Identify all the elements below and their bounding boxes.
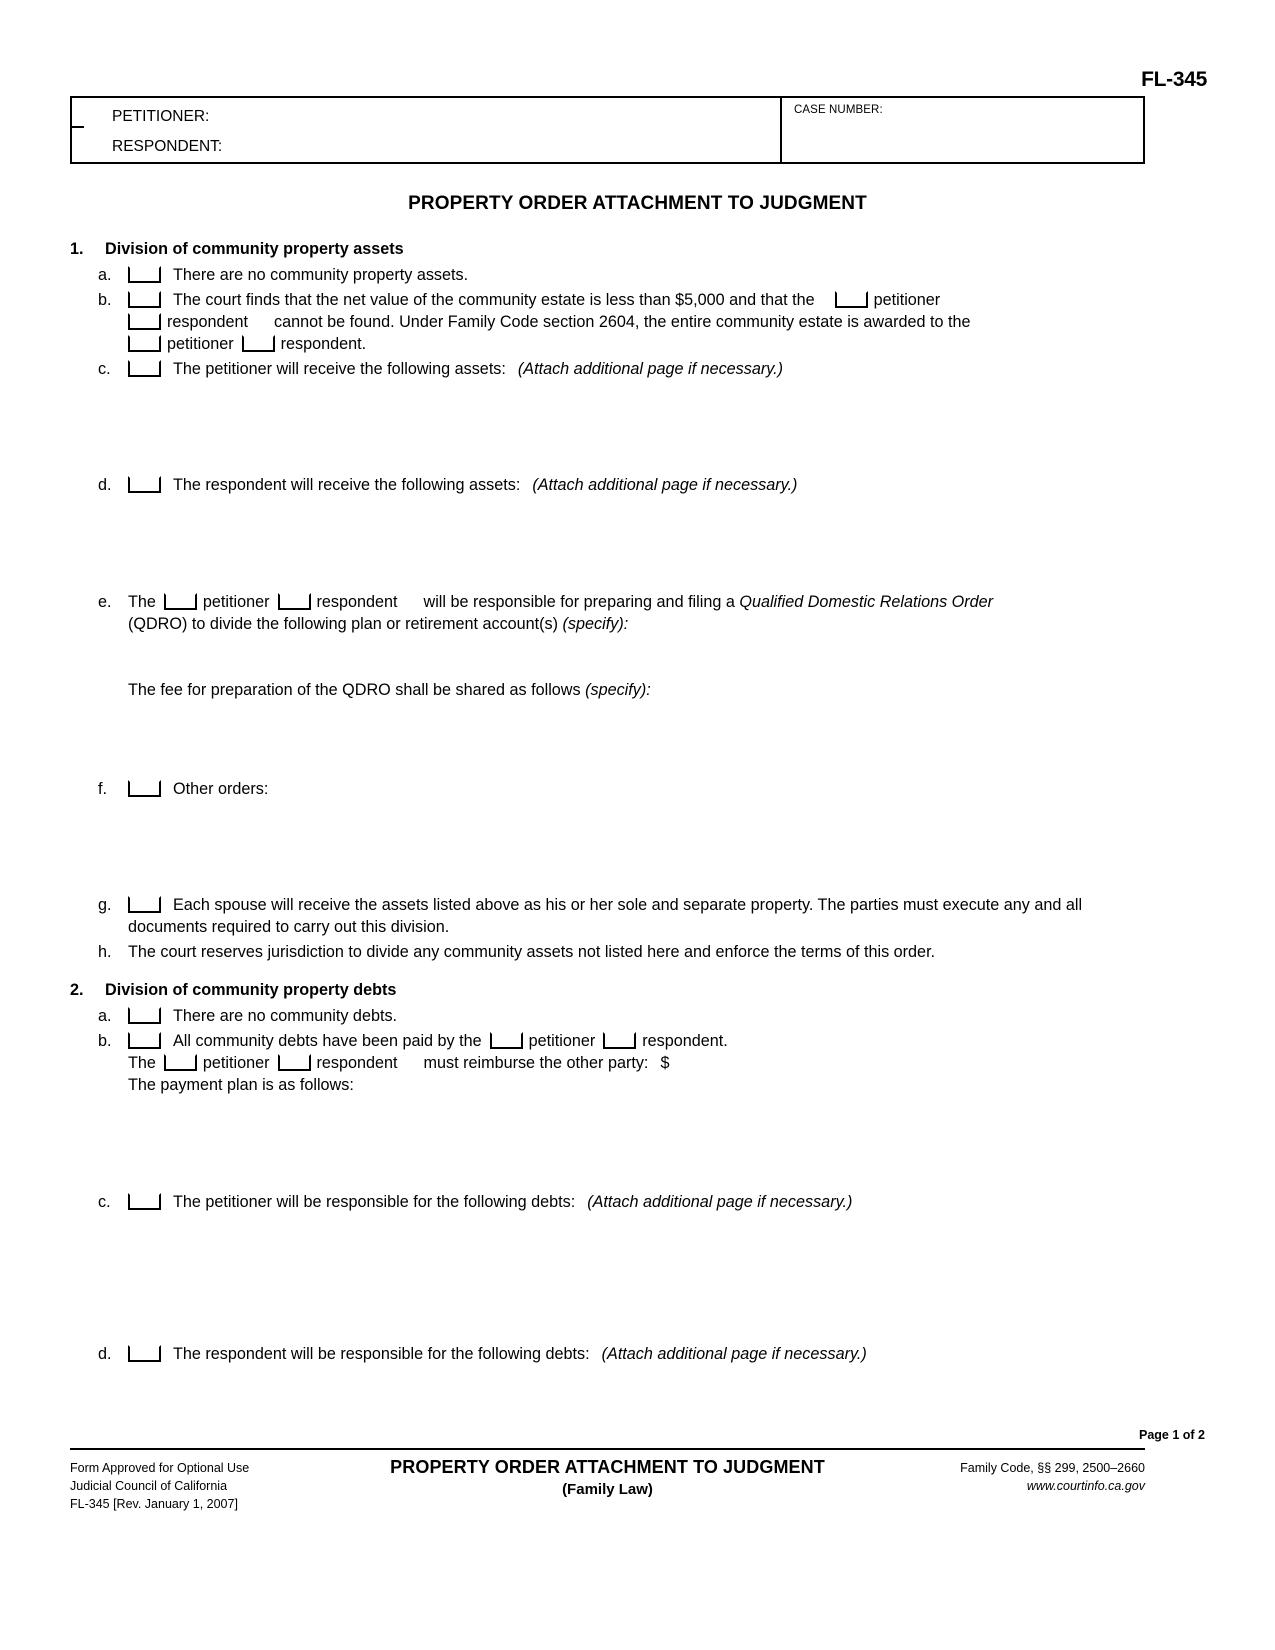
write-in-area-2d[interactable] — [70, 1368, 1155, 1460]
item-1e-body — [128, 591, 1155, 636]
item-1e-fee-text: The fee for preparation of the QDRO shall be shared as follows — [128, 681, 581, 700]
item-1b-option-1: petitioner — [873, 290, 941, 309]
section-2 — [70, 979, 1155, 1460]
footer-left-line-3: FL-345 [Rev. January 1, 2007] — [70, 1497, 238, 1512]
caption-parties — [72, 98, 782, 162]
item-1c-body — [128, 358, 1155, 380]
item-1d-note: (Attach additional page if necessary.) — [532, 476, 798, 495]
checkbox-1b-petitioner-found[interactable] — [835, 291, 868, 308]
checkbox-1d[interactable] — [128, 476, 161, 493]
write-in-area-1e-fee[interactable] — [70, 704, 1155, 778]
item-1b-body — [128, 289, 1155, 356]
item-1e-specify-1: (specify): — [562, 614, 629, 633]
item-1e-fee-line — [70, 679, 1155, 701]
item-2a — [70, 1005, 1155, 1027]
footer-title: PROPERTY ORDER ATTACHMENT TO JUDGMENT — [390, 1457, 825, 1477]
item-1e-letter: e. — [98, 592, 112, 611]
write-in-area-2c[interactable] — [70, 1215, 1155, 1307]
footer-divider — [70, 1448, 1145, 1450]
item-2b — [70, 1030, 1155, 1097]
footer-subtitle: (Family Law) — [562, 1481, 653, 1498]
item-2d-letter: d. — [98, 1345, 112, 1364]
page-footer — [70, 1455, 1145, 1525]
checkbox-1g[interactable] — [128, 896, 161, 913]
item-2b-line3-text: The payment plan is as follows: — [128, 1076, 354, 1095]
item-1h-text: The court reserves jurisdiction to divide any community assets not listed here and enforce the terms of this order. — [128, 942, 936, 961]
item-2b-currency: $ — [660, 1054, 670, 1073]
item-2a-body — [128, 1005, 1155, 1027]
case-number-box[interactable] — [782, 98, 1143, 162]
section-2-number: 2. — [70, 981, 84, 1000]
item-2c-text: The petitioner will be responsible for the following debts: — [173, 1192, 576, 1211]
item-1e-fee-body — [128, 679, 1155, 701]
item-2b-option-2: respondent. — [642, 1031, 728, 1050]
item-1g-body — [128, 894, 1155, 939]
item-1c-text: The petitioner will receive the following assets: — [173, 359, 506, 378]
checkbox-2c[interactable] — [128, 1193, 161, 1210]
item-1d — [70, 474, 1155, 496]
item-1b-option-3: petitioner — [167, 335, 234, 354]
item-1b-letter: b. — [98, 290, 112, 309]
item-1e — [70, 591, 1155, 636]
checkbox-2b-reimburse-respondent[interactable] — [278, 1054, 311, 1071]
item-2d-body — [128, 1343, 1155, 1365]
section-1-number: 1. — [70, 240, 84, 258]
form-number: FL-345 — [1141, 68, 1207, 91]
checkbox-2b[interactable] — [128, 1032, 161, 1049]
checkbox-2a[interactable] — [128, 1007, 161, 1024]
item-2d — [70, 1343, 1155, 1365]
section-2-heading — [70, 979, 1155, 1001]
item-2a-letter: a. — [98, 1007, 112, 1026]
checkbox-1b-award-respondent[interactable] — [242, 335, 275, 352]
item-1e-option-1: petitioner — [202, 592, 270, 611]
item-1h-letter: h. — [98, 942, 112, 961]
section-1-heading — [70, 238, 1155, 260]
footer-left-line-1: Form Approved for Optional Use — [70, 1461, 250, 1475]
case-number-label: CASE NUMBER: — [794, 104, 883, 116]
item-2b-line2-text: must reimburse the other party: — [423, 1054, 649, 1073]
item-1c-note: (Attach additional page if necessary.) — [517, 359, 784, 378]
checkbox-2b-reimburse-petitioner[interactable] — [164, 1054, 197, 1071]
section-2-title: Division of community property debts — [105, 981, 397, 1000]
checkbox-1b-respondent-found[interactable] — [128, 313, 161, 330]
item-2a-text: There are no community debts. — [173, 1007, 398, 1026]
respondent-label: RESPONDENT: — [112, 138, 223, 155]
item-1f — [70, 778, 1155, 800]
checkbox-2d[interactable] — [128, 1345, 161, 1362]
item-1g-letter: g. — [98, 895, 112, 914]
page-title: PROPERTY ORDER ATTACHMENT TO JUDGMENT — [408, 193, 867, 214]
item-1a — [70, 264, 1155, 286]
item-2c — [70, 1191, 1155, 1213]
footer-right-line-1: Family Code, §§ 299, 2500–2660 — [960, 1461, 1145, 1475]
item-1h — [70, 941, 1155, 963]
item-1b-text-1: The court finds that the net value of the community estate is less than $5,000 and that the — [173, 290, 815, 309]
item-1d-body — [128, 474, 1155, 496]
item-2c-note: (Attach additional page if necessary.) — [587, 1192, 853, 1211]
item-2b-line2-lead: The — [128, 1054, 156, 1073]
item-2b-letter: b. — [98, 1031, 112, 1050]
checkbox-1e-petitioner[interactable] — [164, 593, 197, 610]
caption-box — [70, 96, 1145, 164]
checkbox-1b-award-petitioner[interactable] — [128, 335, 161, 352]
item-1a-body — [128, 264, 1155, 286]
item-1c-letter: c. — [98, 359, 111, 378]
item-1f-letter: f. — [98, 779, 107, 798]
item-1d-text: The respondent will receive the following assets: — [173, 476, 521, 495]
item-2b-body — [128, 1030, 1155, 1097]
item-1c — [70, 358, 1155, 380]
item-1a-letter: a. — [98, 266, 112, 285]
item-1f-text: Other orders: — [173, 779, 269, 798]
item-2b-option-3: petitioner — [202, 1054, 270, 1073]
item-1e-italic-phrase: Qualified Domestic Relations Order — [739, 592, 994, 611]
section-1-title: Division of community property assets — [105, 240, 404, 258]
footer-website-url: www.courtinfo.ca.gov — [1026, 1479, 1145, 1494]
item-1e-option-2: respondent — [316, 592, 398, 611]
section-1 — [70, 238, 1155, 963]
item-1b-option-4: respondent. — [280, 335, 367, 354]
item-2c-letter: c. — [98, 1192, 111, 1211]
checkbox-1f[interactable] — [128, 780, 161, 797]
footer-legal-reference — [960, 1459, 1145, 1495]
write-in-area-1c[interactable] — [70, 382, 1155, 474]
checkbox-2b-paid-respondent[interactable] — [603, 1032, 636, 1049]
item-1g-text: Each spouse will receive the assets listed above as his or her sole and separate property. The parties must execute any and all documents required to carry out this division. — [128, 895, 1083, 937]
item-2b-option-1: petitioner — [528, 1031, 596, 1050]
item-1a-text: There are no community property assets. — [173, 266, 469, 285]
item-2d-note: (Attach additional page if necessary.) — [601, 1345, 867, 1364]
write-in-area-2b[interactable] — [70, 1099, 1155, 1191]
caption-tick-mark — [70, 126, 84, 128]
write-in-area-1e-plan[interactable] — [70, 637, 1155, 679]
form-body — [70, 238, 1155, 1460]
checkbox-1b[interactable] — [128, 291, 161, 308]
petitioner-label: PETITIONER: — [112, 108, 210, 125]
item-2d-text: The respondent will be responsible for the following debts: — [173, 1345, 590, 1364]
item-1b — [70, 289, 1155, 356]
checkbox-1c[interactable] — [128, 360, 161, 377]
item-2b-option-4: respondent — [316, 1054, 398, 1073]
item-1b-option-2: respondent — [167, 313, 249, 332]
footer-left-line-2: Judicial Council of California — [70, 1479, 228, 1494]
write-in-area-1f[interactable] — [70, 802, 1155, 894]
item-1d-letter: d. — [98, 476, 112, 495]
item-1e-text-1: will be responsible for preparing and filing a — [423, 592, 735, 611]
checkbox-2b-paid-petitioner[interactable] — [490, 1032, 523, 1049]
item-1e-specify-2: (specify): — [585, 681, 651, 700]
item-2c-body — [128, 1191, 1155, 1213]
item-1f-body — [128, 778, 1155, 800]
item-1e-text-2: (QDRO) to divide the following plan or retirement account(s) — [128, 614, 559, 633]
item-1e-lead: The — [128, 592, 156, 611]
item-1b-text-2: cannot be found. Under Family Code section 2604, the entire community estate is awarded to the — [274, 313, 971, 332]
checkbox-1e-respondent[interactable] — [278, 593, 311, 610]
item-2b-text-1: All community debts have been paid by the — [173, 1031, 482, 1050]
item-1g — [70, 894, 1155, 939]
page-count: Page 1 of 2 — [1139, 1428, 1205, 1442]
checkbox-1a[interactable] — [128, 266, 161, 283]
write-in-area-1d[interactable] — [70, 499, 1155, 591]
